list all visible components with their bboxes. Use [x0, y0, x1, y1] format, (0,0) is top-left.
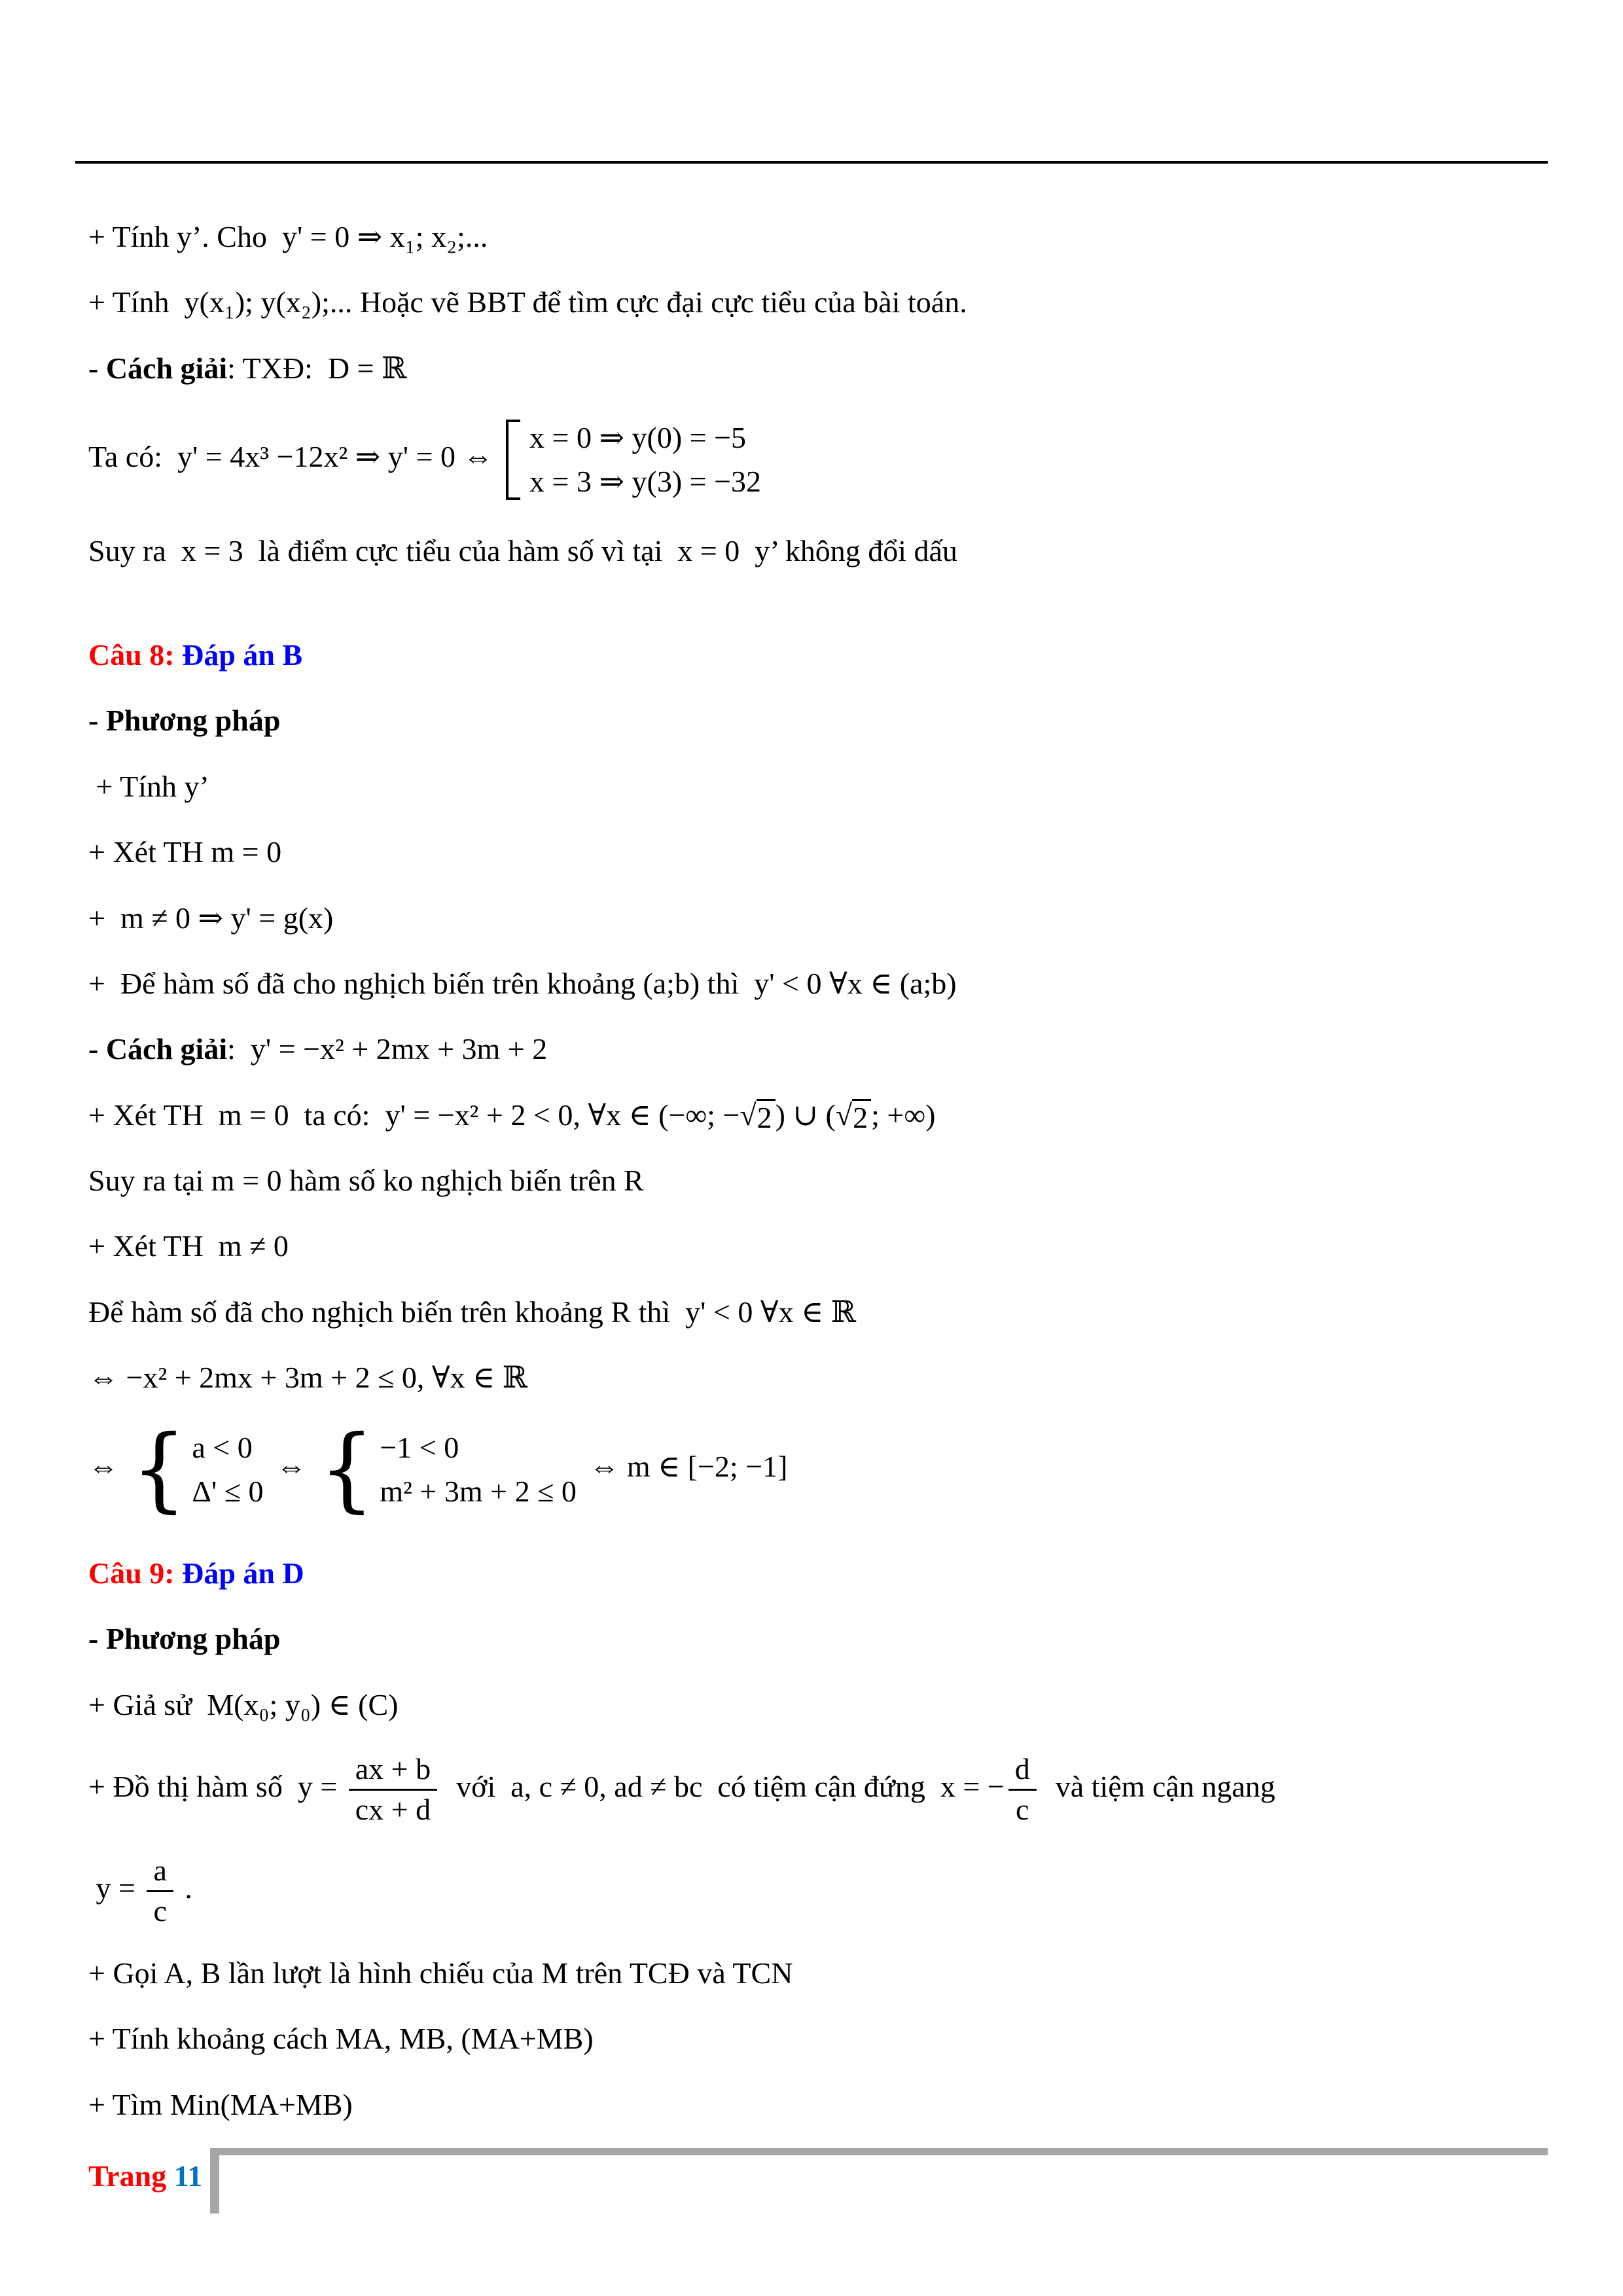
text-run: + Tính y’	[88, 769, 209, 803]
radical-icon: √	[835, 1098, 853, 1132]
text-line	[88, 1952, 1546, 1994]
case-row: a < 0	[192, 1430, 253, 1464]
footer-text	[88, 2148, 210, 2193]
text-run: ) ∪ (	[775, 1098, 836, 1132]
text-run: + Tìm Min(MA+MB)	[88, 2087, 353, 2121]
text-run: + m ≠ 0 ⇒ y' = g(x)	[88, 901, 334, 935]
fraction	[147, 1854, 173, 1929]
text-run: Suy ra tại m = 0 hàm số ko nghịch biến trên R	[88, 1164, 644, 1198]
text-run: + Xét TH m = 0	[88, 835, 282, 869]
text-run: + Giả sử M(x₀; y₀) ∈ (C)	[88, 1687, 399, 1721]
answer-label: Đáp án D	[182, 1556, 304, 1590]
text-line	[88, 281, 1546, 323]
sqrt-expression	[836, 1099, 871, 1135]
text-run: : TXĐ: D = ℝ	[227, 351, 407, 385]
text-run: ⇔	[268, 1449, 314, 1483]
text-line	[88, 1028, 1546, 1070]
question-label: Câu 9:	[88, 1556, 183, 1590]
case-rows	[529, 420, 761, 499]
left-square-bracket	[506, 420, 520, 499]
bracket-cases	[506, 420, 761, 499]
question-8-header	[88, 634, 1546, 676]
footer-page-number: 11	[173, 2159, 203, 2193]
text-run: y =	[88, 1871, 143, 1905]
text-line	[88, 1225, 1546, 1267]
text-run: - Phương pháp	[88, 1622, 281, 1656]
radicand: 2	[852, 1099, 871, 1135]
text-line	[88, 1854, 1546, 1929]
text-line	[88, 766, 1546, 808]
fraction-numerator: d	[1008, 1752, 1037, 1791]
case-rows	[380, 1429, 576, 1509]
text-run: ⇔	[88, 1449, 126, 1483]
text-run: + Xét TH m = 0 ta có: y' = −x² + 2 < 0, ∀x ∈ (−∞; −	[88, 1098, 740, 1132]
text-run: Suy ra x = 3 là điểm cực tiểu của hàm số vì tại x = 0 y’ không đổi dấu	[88, 533, 957, 567]
left-curly-brace: {	[319, 1415, 375, 1522]
document-content	[88, 216, 1546, 2126]
text-run: + Để hàm số đã cho nghịch biến trên khoảng (a;b) thì y' < 0 ∀x ∈ (a;b)	[88, 966, 957, 1000]
text-run: với a, c ≠ 0, ad ≠ bc có tiệm cận đứng x = −	[441, 1770, 1005, 1804]
text-run: + Tính y’. Cho y' = 0 ⇒ x₁; x₂;...	[88, 220, 488, 253]
text-line	[88, 1684, 1546, 1726]
text-line	[88, 897, 1546, 939]
text-line	[88, 348, 1546, 389]
brace-cases	[131, 1415, 264, 1522]
fraction	[349, 1752, 437, 1827]
footer-label: Trang	[88, 2159, 174, 2193]
left-curly-brace: {	[131, 1415, 187, 1522]
case-row: Δ' ≤ 0	[192, 1474, 264, 1508]
case-row: x = 3 ⇒ y(3) = −32	[529, 465, 762, 499]
case-row: −1 < 0	[380, 1430, 459, 1464]
case-row: m² + 3m + 2 ≤ 0	[380, 1474, 577, 1508]
text-line	[88, 1291, 1546, 1333]
fraction-numerator: a	[147, 1854, 173, 1892]
radicand: 2	[757, 1099, 776, 1135]
page-footer	[88, 2148, 1548, 2214]
text-line	[88, 700, 1546, 742]
text-line	[88, 1752, 1546, 1827]
radical-icon: √	[740, 1098, 757, 1132]
text-run: Để hàm số đã cho nghịch biến trên khoảng R thì y' < 0 ∀x ∈ ℝ	[88, 1295, 856, 1329]
text-line	[88, 2084, 1546, 2126]
text-line	[88, 1618, 1546, 1660]
text-run: - Cách giải	[88, 351, 228, 385]
fraction-denominator: cx + d	[355, 1793, 431, 1827]
text-run: ⇔ −x² + 2mx + 3m + 2 ≤ 0, ∀x ∈ ℝ	[88, 1361, 527, 1395]
fraction-denominator: c	[1016, 1793, 1029, 1827]
footer-rule-bar	[219, 2148, 1548, 2155]
text-run: ⇔ m ∈ [−2; −1]	[581, 1449, 788, 1483]
text-run: .	[177, 1871, 192, 1905]
text-run: Ta có: y' = 4x³ −12x² ⇒ y' = 0 ⇔	[88, 439, 501, 473]
text-run: - Phương pháp	[88, 704, 281, 738]
text-line	[88, 2018, 1546, 2060]
text-run: : y' = −x² + 2mx + 3m + 2	[227, 1032, 548, 1066]
text-run: + Tính y(x₁); y(x₂);... Hoặc vẽ BBT để tìm cực đại cực tiểu của bài toán.	[88, 285, 967, 319]
text-line	[88, 530, 1546, 572]
text-line	[88, 216, 1546, 258]
text-line	[88, 1160, 1546, 1202]
text-run: ; +∞)	[871, 1098, 936, 1132]
text-run: + Gọi A, B lần lượt là hình chiếu của M trên TCĐ và TCN	[88, 1956, 793, 1990]
text-run: - Cách giải	[88, 1032, 228, 1066]
case-rows	[192, 1429, 263, 1509]
text-line	[88, 1357, 1546, 1399]
header-rule	[75, 161, 1548, 164]
brace-cases	[319, 1415, 577, 1522]
answer-label: Đáp án B	[182, 637, 303, 672]
question-9-header	[88, 1552, 1546, 1594]
text-line	[88, 831, 1546, 873]
fraction-denominator: c	[153, 1893, 167, 1928]
text-line	[88, 963, 1546, 1005]
text-run: + Tính khoảng cách MA, MB, (MA+MB)	[88, 2022, 594, 2056]
question-label: Câu 8:	[88, 637, 183, 672]
footer-divider-bar	[210, 2148, 219, 2214]
sqrt-expression	[740, 1099, 775, 1135]
fraction-numerator: ax + b	[349, 1752, 437, 1791]
text-run: + Xét TH m ≠ 0	[88, 1229, 289, 1263]
case-row: x = 0 ⇒ y(0) = −5	[529, 421, 747, 455]
text-run: + Đồ thị hàm số y =	[88, 1770, 345, 1804]
text-line	[88, 1094, 1546, 1136]
text-line	[88, 1415, 1546, 1522]
fraction	[1008, 1752, 1037, 1827]
text-line	[88, 416, 1546, 503]
text-run: và tiệm cận ngang	[1040, 1770, 1275, 1804]
